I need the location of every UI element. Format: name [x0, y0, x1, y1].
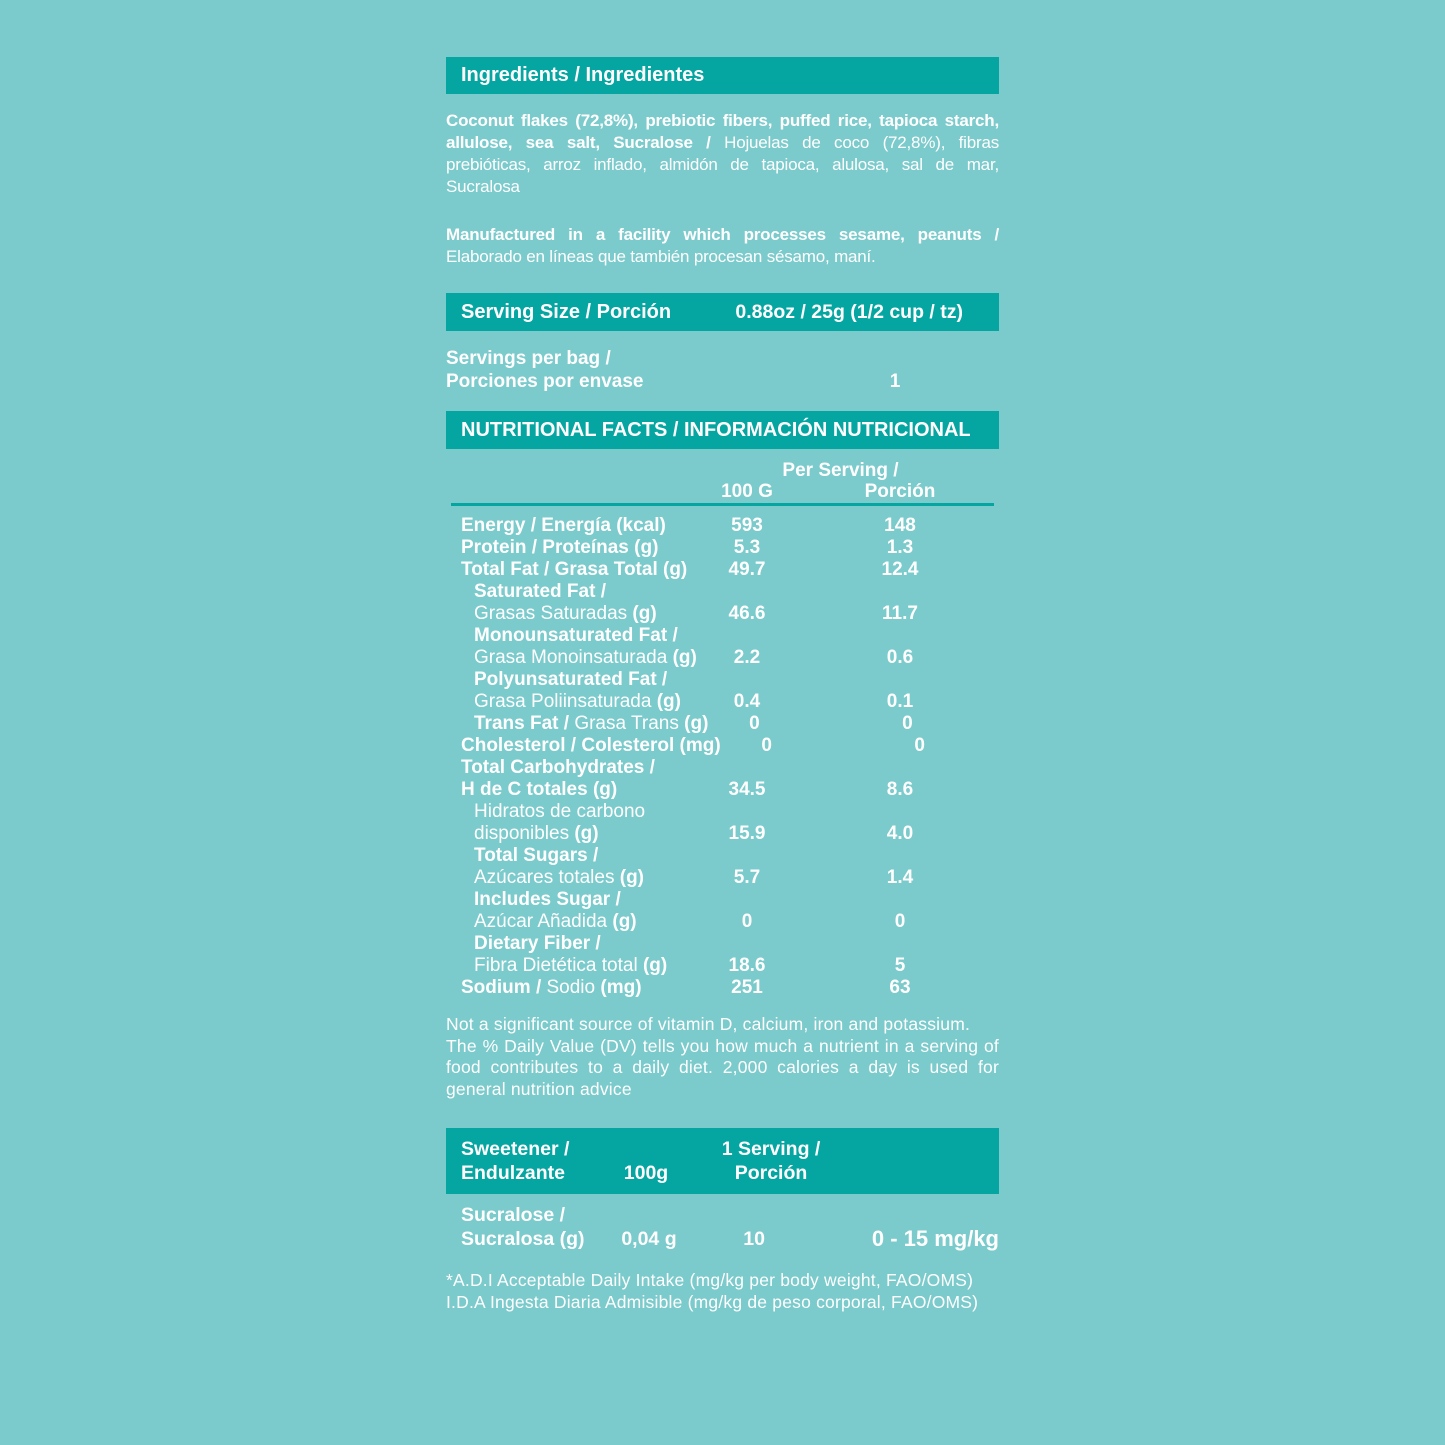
adi-footnote-spanish: I.D.A Ingesta Diaria Admisible (mg/kg de peso corporal, FAO/OMS)	[446, 1292, 979, 1313]
value-serving: 1.4	[886, 867, 914, 888]
value-serving	[854, 757, 946, 779]
table-row: Total Carbohydrates /	[446, 757, 999, 779]
value-serving	[854, 581, 946, 603]
table-row: Total Fat / Grasa Total (g) 49.7 12.4	[446, 559, 999, 581]
allergen-text-spanish: Elaborado en líneas que también procesan sésamo, maní.	[446, 247, 876, 266]
value-serving: 0	[902, 713, 913, 734]
table-row: Total Sugars /	[446, 845, 999, 867]
value-100g	[701, 801, 793, 823]
note-vitamins: Not a significant source of vitamin D, calcium, iron and potassium.	[446, 1014, 971, 1034]
value-100g: 46.6	[728, 603, 766, 624]
value-serving	[854, 669, 946, 691]
value-serving: 12.4	[881, 559, 919, 580]
table-row: Trans Fat / Grasa Trans (g) 0 0	[446, 713, 999, 735]
nutritional-facts-header-bar	[446, 411, 999, 449]
table-row: Hidratos de carbono	[446, 801, 999, 823]
value-serving: 0	[894, 911, 906, 932]
ingredients-header-bar	[446, 57, 999, 94]
note-daily-value: The % Daily Value (DV) tells you how much a nutrient in a serving of food contributes to a daily diet. 2,000 calories a day is used for general nutrition advice	[446, 1035, 999, 1099]
table-row: Protein / Proteínas (g) 5.3 1.3	[446, 537, 999, 559]
value-100g	[701, 669, 793, 691]
ingredients-header-title: Ingredients / Ingredientes	[461, 64, 705, 86]
servings-per-bag-line2: Porciones por envase	[446, 371, 644, 392]
sucralose-serving-value: 10	[743, 1228, 765, 1251]
nutritional-facts-title: NUTRITIONAL FACTS / INFORMACIÓN NUTRICIONAL	[461, 419, 971, 441]
value-100g	[701, 581, 793, 603]
value-serving: 1.3	[886, 537, 914, 558]
value-100g	[701, 757, 793, 779]
adi-footnote-english: *A.D.I Acceptable Daily Intake (mg/kg per body weight, FAO/OMS)	[446, 1270, 974, 1291]
sucralose-adi-range: 0 - 15 mg/kg	[871, 1226, 999, 1252]
value-100g: 15.9	[728, 823, 766, 844]
value-serving	[854, 933, 946, 955]
table-row: Dietary Fiber /	[446, 933, 999, 955]
table-row: Fibra Dietética total (g) 18.6 5	[446, 955, 999, 977]
value-serving: 11.7	[882, 603, 918, 624]
table-row: Grasas Saturadas (g) 46.6 11.7	[446, 603, 999, 625]
sucralose-100g-value: 0,04 g	[621, 1228, 677, 1251]
column-header-porcion: Porción	[864, 481, 936, 502]
serving-size-label: Serving Size / Porción	[461, 300, 672, 323]
value-100g: 0	[741, 911, 753, 932]
value-100g: 593	[731, 515, 763, 536]
table-row: Energy / Energía (kcal) 593 148	[446, 515, 999, 537]
value-100g: 49.7	[728, 559, 766, 580]
nutrition-table	[446, 515, 999, 999]
value-100g	[701, 933, 793, 955]
allergen-text	[446, 224, 999, 268]
adi-footnotes	[446, 1269, 999, 1313]
servings-per-bag	[446, 347, 999, 393]
sweetener-header-label: Sweetener / Endulzante	[461, 1138, 570, 1185]
value-serving: 0.1	[886, 691, 914, 712]
table-row: Grasa Poliinsaturada (g) 0.4 0.1	[446, 691, 999, 713]
value-100g: 0	[761, 735, 772, 756]
value-serving: 63	[889, 977, 911, 998]
column-header-per-serving: Per Serving /	[782, 460, 899, 481]
table-row: Azúcar Añadida (g) 0 0	[446, 911, 999, 933]
value-serving: 0	[914, 735, 925, 756]
value-serving	[854, 801, 946, 823]
ingredients-text-english: Coconut flakes (72,8%), prebiotic fibers, puffed rice, tapioca starch, allulose, sea salt, Sucralose /	[446, 111, 999, 152]
table-row: Azúcares totales (g) 5.7 1.4	[446, 867, 999, 889]
value-100g: 251	[731, 977, 763, 998]
sweetener-header-bar	[446, 1128, 999, 1194]
table-row: Grasa Monoinsaturada (g) 2.2 0.6	[446, 647, 999, 669]
table-row: Cholesterol / Colesterol (mg) 0 0	[446, 735, 999, 757]
value-serving: 0.6	[886, 647, 914, 668]
serving-size-bar	[446, 293, 999, 331]
value-serving: 5	[894, 955, 906, 976]
table-row: disponibles (g) 15.9 4.0	[446, 823, 999, 845]
value-serving: 8.6	[886, 779, 914, 800]
value-100g: 5.3	[733, 537, 761, 558]
value-100g: 5.7	[733, 867, 761, 888]
value-100g: 2.2	[733, 647, 761, 668]
table-row: Saturated Fat /	[446, 581, 999, 603]
sweetener-column-serving: 1 Serving / Porción	[721, 1138, 821, 1185]
value-100g: 0.4	[733, 691, 761, 712]
servings-per-bag-line1: Servings per bag /	[446, 348, 611, 369]
value-serving	[854, 889, 946, 911]
value-100g	[701, 845, 793, 867]
value-100g	[701, 625, 793, 647]
value-100g: 0	[749, 713, 760, 734]
table-row: H de C totales (g) 34.5 8.6	[446, 779, 999, 801]
ingredients-text-spanish: Hojuelas de coco (72,8%), fibras prebióticas, arroz inflado, almidón de tapioca, alulosa, sal de mar, Sucralosa	[446, 133, 1000, 196]
ingredients-text	[446, 110, 999, 198]
value-serving	[854, 845, 946, 867]
table-row: Monounsaturated Fat /	[446, 625, 999, 647]
nutrition-table-header	[446, 460, 999, 502]
value-serving: 148	[884, 515, 916, 536]
value-serving	[854, 625, 946, 647]
sucralose-label: Sucralose / Sucralosa (g)	[461, 1204, 585, 1251]
value-100g: 34.5	[728, 779, 766, 800]
value-serving: 4.0	[886, 823, 914, 844]
column-header-100g: 100 G	[721, 481, 773, 502]
table-divider-line	[451, 503, 994, 506]
label-column	[446, 0, 999, 1313]
value-100g	[701, 889, 793, 911]
table-row: Includes Sugar /	[446, 889, 999, 911]
daily-value-notes	[446, 1014, 999, 1100]
allergen-text-english: Manufactured in a facility which processes sesame, peanuts /	[446, 225, 999, 244]
serving-size-value: 0.88oz / 25g (1/2 cup / tz)	[735, 300, 963, 323]
servings-per-bag-value: 1	[889, 371, 901, 392]
value-100g: 18.6	[728, 955, 766, 976]
table-row: Sodium / Sodio (mg) 251 63	[446, 977, 999, 999]
table-row: Polyunsaturated Fat /	[446, 669, 999, 691]
sucralose-row	[446, 1203, 999, 1251]
sweetener-column-100g: 100g	[623, 1162, 669, 1185]
